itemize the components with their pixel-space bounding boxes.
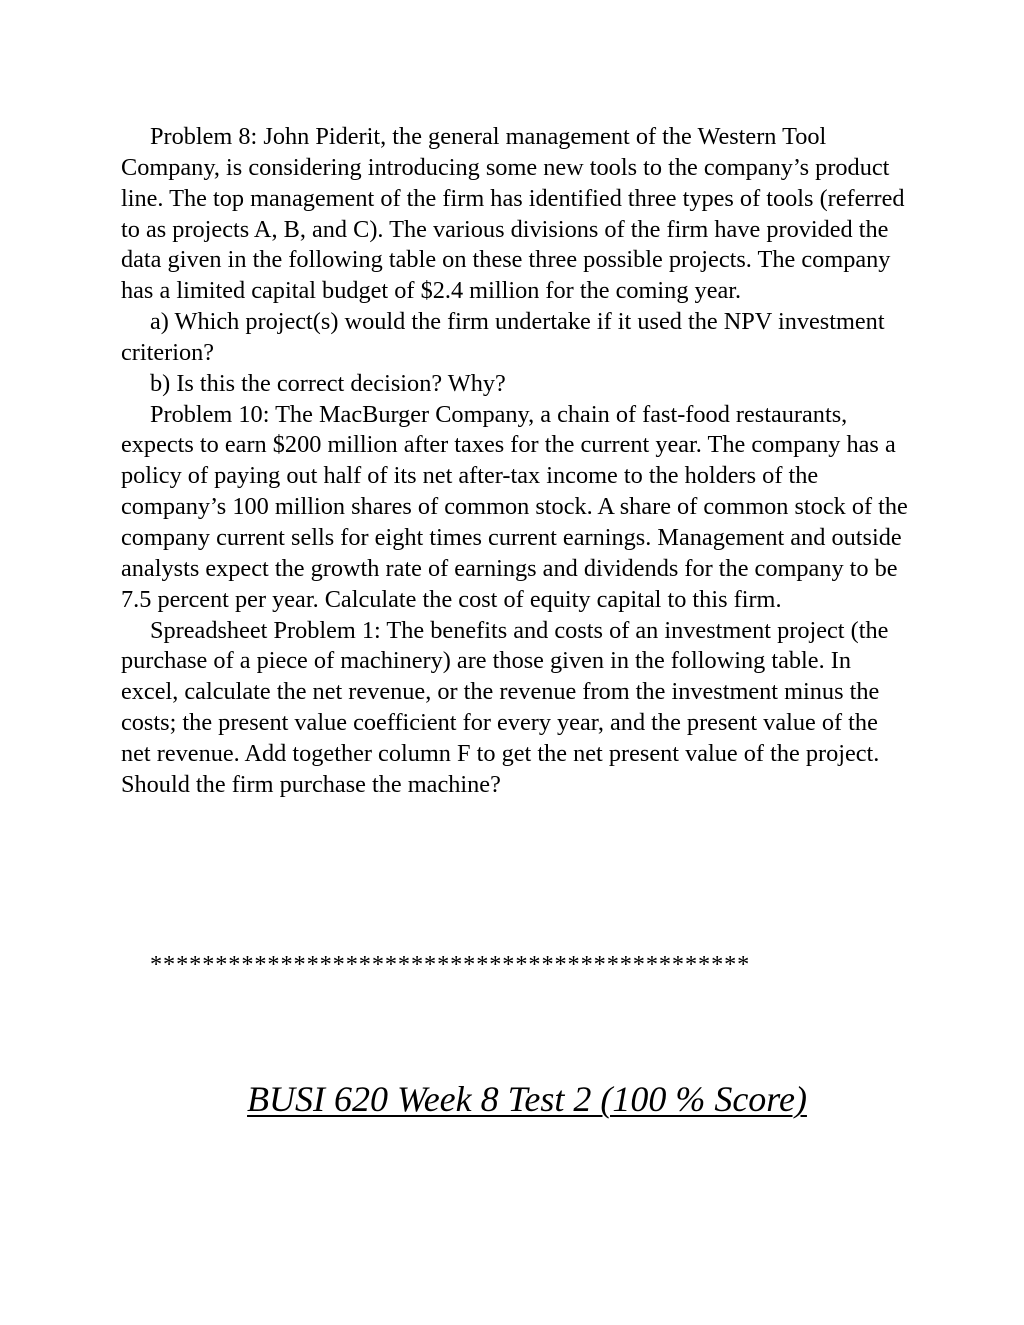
section-heading-text: BUSI 620 Week 8 Test 2 (100 % Score) <box>247 1079 807 1119</box>
spreadsheet-problem-1-paragraph: Spreadsheet Problem 1: The benefits and costs of an investment project (the purchase of a piece of machinery) are those given in the following table. In excel, calculate the net revenue, or the revenue from the investment minus the costs; the present value coefficient for every year, and the present value of the net revenue. Add together column F to get the net present value of the project. Should the firm purchase the machine? <box>121 616 889 798</box>
body-text <box>121 122 911 801</box>
question-b-paragraph: b) Is this the correct decision? Why? <box>150 369 506 397</box>
section-heading <box>0 1075 1024 1123</box>
problem-10-paragraph: Problem 10: The MacBurger Company, a chain of fast-food restaurants, expects to earn $200 million after taxes for the current year. The company has a policy of paying out half of its net after-tax income to the holders of the company’s 100 million shares of common stock. A share of common stock of the company current sells for eight times current earnings. Management and outside analysts expect the growth rate of earnings and dividends for the company to be 7.5 percent per year. Calculate the cost of equity capital to this firm. <box>121 400 908 613</box>
asterisk-separator: ********************************************** <box>150 951 751 978</box>
question-a-paragraph: a) Which project(s) would the firm undertake if it used the NPV investment criterion? <box>121 308 885 366</box>
problem-8-paragraph: Problem 8: John Piderit, the general management of the Western Tool Company, is considering introducing some new tools to the company’s product line. The top management of the firm has identified three types of tools (referred to as projects A, B, and C). The various divisions of the firm have provided the data given in the following table on these three possible projects. The company has a limited capital budget of $2.4 million for the coming year. <box>121 123 905 305</box>
